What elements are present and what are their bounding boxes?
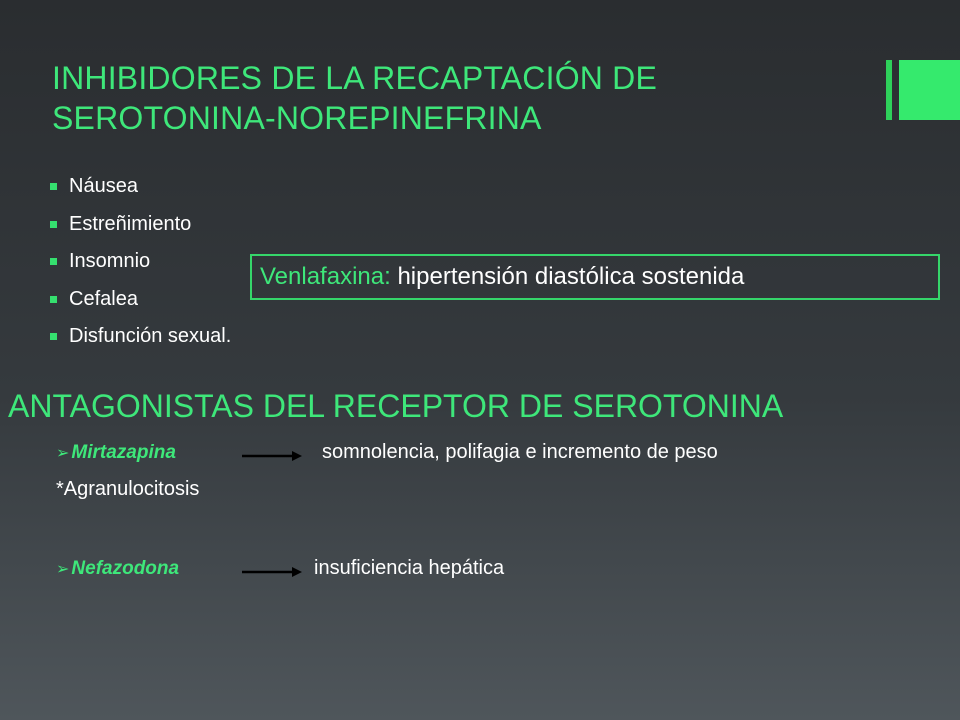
square-bullet-icon [50, 258, 57, 265]
drug-effect: somnolencia, polifagia e incremento de peso [322, 441, 718, 463]
drug-name: Mirtazapina [71, 442, 176, 463]
drug-row-mirtazapina [56, 438, 176, 468]
agranulocitosis-note: *Agranulocitosis [56, 478, 200, 500]
list-item: Náusea [50, 168, 231, 206]
callout-text: hipertensión diastólica sostenida [397, 263, 745, 290]
square-bullet-icon [50, 221, 57, 228]
right-arrow-icon [240, 564, 304, 580]
arrow-bullet-icon: ➢ [56, 561, 70, 578]
drug-name: Nefazodona [71, 558, 180, 579]
list-item: Estreñimiento [50, 206, 231, 244]
square-bullet-icon [50, 333, 57, 340]
drug-effect: insuficiencia hepática [314, 557, 505, 579]
list-item: Cefalea [50, 281, 231, 319]
symptom-list [50, 168, 231, 356]
section-subtitle: ANTAGONISTAS DEL RECEPTOR DE SEROTONINA [8, 388, 784, 424]
decorative-bar-block [899, 60, 960, 120]
list-item: Insomnio [50, 243, 231, 281]
arrow-bullet-icon: ➢ [56, 445, 70, 462]
drug-row-nefazodona [56, 554, 179, 584]
list-item: Disfunción sexual. [50, 318, 231, 356]
square-bullet-icon [50, 296, 57, 303]
right-arrow-icon [240, 448, 304, 464]
venlafaxina-callout-box [250, 254, 940, 300]
square-bullet-icon [50, 183, 57, 190]
slide-title: INHIBIDORES DE LA RECAPTACIÓN DE SEROTONINA-NOREPINEFRINA [52, 60, 658, 136]
decorative-bar-thin [886, 60, 892, 120]
callout-label: Venlafaxina: [260, 263, 391, 290]
